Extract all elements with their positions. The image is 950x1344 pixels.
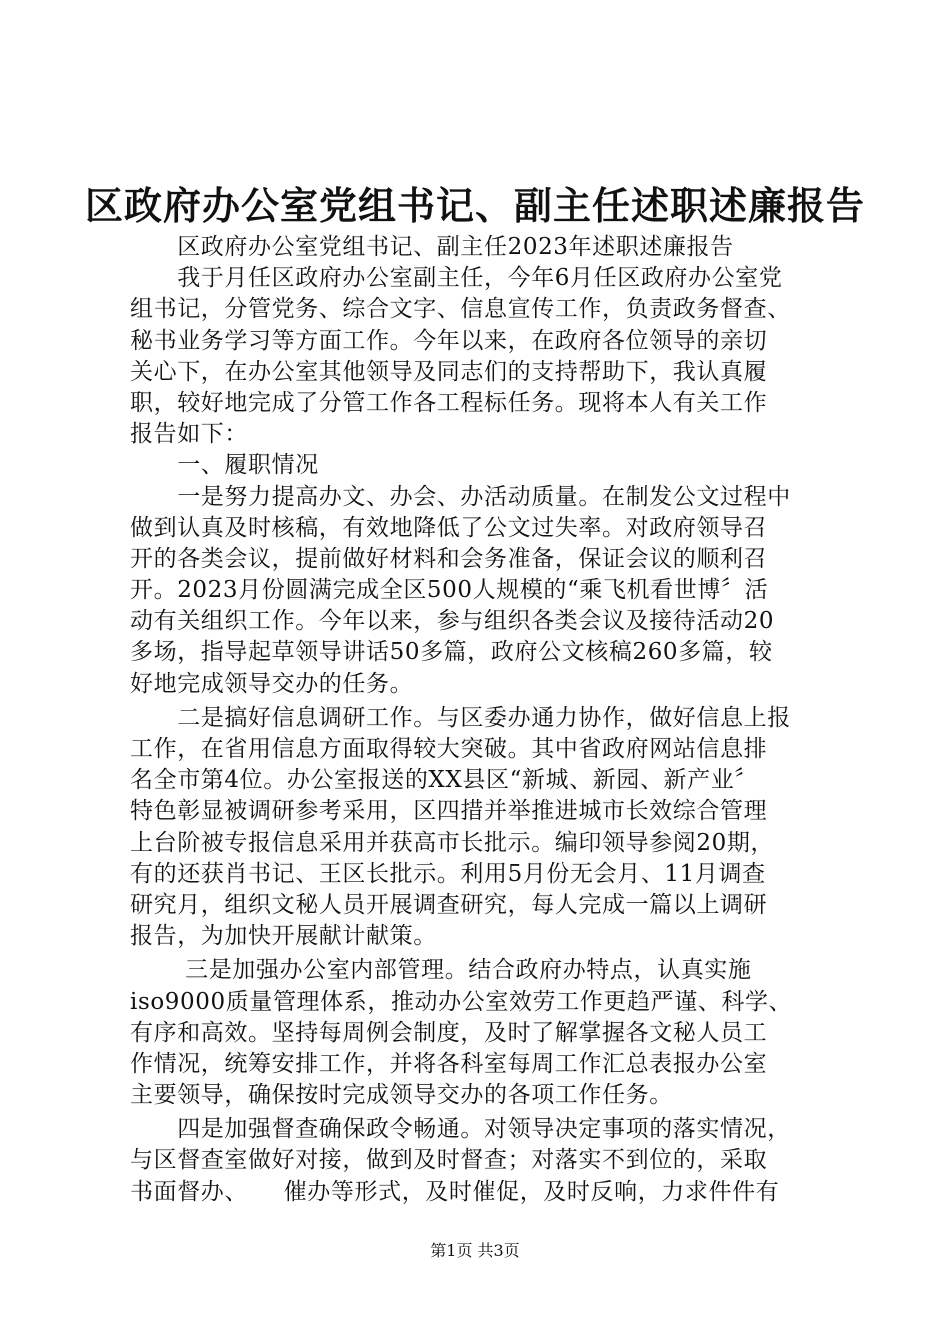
paragraph-line: 有序和高效。坚持每周例会制度，及时了解掌握各文秘人员工 <box>130 1019 768 1046</box>
intro-heading-line: 区政府办公室党组书记、副主任2023年述职述廉报告 <box>130 234 734 260</box>
paragraph-line: iso9000质量管理体系，推动办公室效劳工作更趋严谨、科学、 <box>130 988 793 1015</box>
paragraph-line: 名全市第4位。办公室报送的XX县区“新城、新园、新产业〞 <box>130 767 758 794</box>
paragraph-line: 二是搞好信息调研工作。与区委办通力协作，做好信息上报 <box>130 704 791 731</box>
paragraph-line: 研究月，组织文秘人员开展调查研究，每人完成一篇以上调研 <box>130 891 768 918</box>
section-heading-line: 一、履职情况 <box>130 452 319 479</box>
paragraph-line: 做到认真及时核稿，有效地降低了公文过失率。对政府领导召 <box>130 514 768 541</box>
paragraph-line: 我于月任区政府办公室副主任，今年6月任区政府办公室党 <box>130 265 783 292</box>
paragraph-line: 四是加强督查确保政令畅通。对领导决定事项的落实情况， <box>130 1116 791 1143</box>
document-title: 区政府办公室党组书记、副主任述职述廉报告 <box>84 183 865 228</box>
paragraph-line: 多场，指导起草领导讲话50多篇，政府公文核稿260多篇，较 <box>130 639 773 666</box>
paragraph-line: 开。2023月份圆满完成全区500人规模的“乘飞机看世博〞活 <box>130 577 769 604</box>
paragraph-line: 主要领导，确保按时完成领导交办的各项工作任务。 <box>130 1082 673 1109</box>
paragraph-line: 职，较好地完成了分管工作各工程标任务。现将本人有关工作 <box>130 389 768 416</box>
paragraph-line: 上台阶被专报信息采用并获高市长批示。编印领导参阅20期， <box>130 829 775 856</box>
paragraph-line: 好地完成领导交办的任务。 <box>130 670 414 697</box>
paragraph-line: 一是努力提高办文、办会、办活动质量。在制发公文过程中 <box>130 483 791 510</box>
paragraph-line: 开的各类会议，提前做好材料和会务准备，保证会议的顺利召 <box>130 545 768 572</box>
paragraph-line: 关心下，在办公室其他领导及同志们的支持帮助下，我认真履 <box>130 358 768 385</box>
paragraph-line: 特色彰显被调研参考采用，区四措并举推进城市长效综合管理 <box>130 798 768 825</box>
paragraph-line: 报告，为加快开展献计献策。 <box>130 923 437 950</box>
paragraph-line: 书面督办、 催办等形式，及时催促，及时反响，力求件件有 <box>130 1178 780 1205</box>
document-body <box>130 232 850 1208</box>
paragraph-line: 作情况，统筹安排工作，并将各科室每周工作汇总表报办公室 <box>130 1050 768 1077</box>
paragraph-line: 秘书业务学习等方面工作。今年以来，在政府各位领导的亲切 <box>130 327 768 354</box>
paragraph-line: 与区督查室做好对接，做到及时督查；对落实不到位的，采取 <box>130 1147 768 1174</box>
paragraph-line: 组书记，分管党务、综合文字、信息宣传工作，负责政务督查、 <box>130 296 791 323</box>
paragraph-line: 有的还获肖书记、王区长批示。利用5月份无会月、11月调查 <box>130 860 766 887</box>
paragraph-line: 工作，在省用信息方面取得较大突破。其中省政府网站信息排 <box>130 736 768 762</box>
page-number-footer: 第1页 共3页 <box>430 1241 520 1260</box>
paragraph-line: 报告如下： <box>130 421 248 448</box>
paragraph-line: 动有关组织工作。今年以来，参与组织各类会议及接待活动20 <box>130 608 775 635</box>
paragraph-line: 三是加强办公室内部管理。结合政府办特点，认真实施 <box>130 957 752 984</box>
